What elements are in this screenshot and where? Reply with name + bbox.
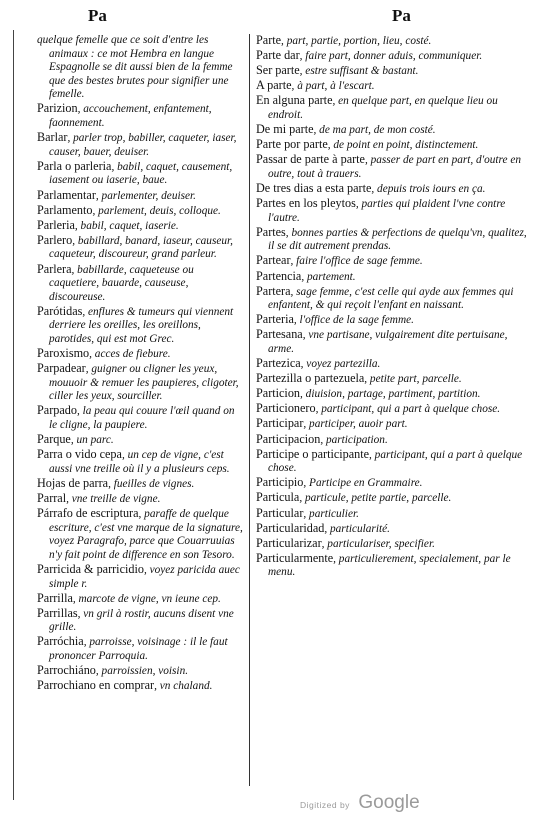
definition: , la peau qui couure l'œil quand on le cligne, la paupiere. <box>49 405 235 432</box>
dictionary-entry <box>37 635 245 663</box>
definition: , vn chaland. <box>154 680 213 693</box>
dictionary-entry <box>37 362 245 404</box>
dictionary-entry <box>256 433 528 448</box>
definition: , bonnes parties & perfections de quelqu'vn, qualitez, il se dit autrement prendas. <box>268 226 527 253</box>
definition: quelque femelle que ce soit d'entre les animaux : ce mot Hembra en langue Espagnolle se dit aussi bien de la femme que des bestes brutes pour signifier une femelle. <box>37 34 233 101</box>
headword: Parlera <box>37 261 72 276</box>
definition: , particule, petite partie, parcelle. <box>299 492 452 505</box>
dictionary-entry <box>37 131 245 159</box>
dictionary-entry <box>37 448 245 476</box>
headword: Partes <box>256 224 286 239</box>
dictionary-entry <box>37 160 245 188</box>
dictionary-entry <box>256 507 528 522</box>
dictionary-entry <box>256 537 528 552</box>
headword: Particula <box>256 490 300 505</box>
definition: , accouchement, enfantement, faonnement. <box>49 103 212 130</box>
dictionary-entry <box>37 492 245 507</box>
headword: Parrillas <box>37 605 78 620</box>
definition: , voyez partezilla. <box>300 358 381 371</box>
definition: , parties qui plaident l'vne contre l'autre. <box>268 198 506 224</box>
definition: , depuis trois iours en ça. <box>371 182 486 195</box>
dictionary-entry <box>256 313 528 328</box>
headword: Partear <box>256 253 291 268</box>
definition: , babillard, banard, iaseur, causeur, caqueteur, discoureur, grand parleur. <box>49 234 233 261</box>
digitized-footer <box>300 792 420 822</box>
dictionary-entry <box>256 79 528 94</box>
headword: Participacion <box>256 431 321 446</box>
headword: Participio <box>256 475 304 490</box>
dictionary-entry <box>37 477 245 492</box>
page-header <box>0 6 550 28</box>
headword: Particion <box>256 386 301 401</box>
headword: Passar de parte à parte <box>256 152 365 167</box>
definition: , Participe en Grammaire. <box>303 477 423 490</box>
left-column <box>37 34 245 694</box>
dictionary-entry <box>256 448 528 476</box>
headword: Partes en los pleytos <box>256 196 356 211</box>
headword: De mi parte <box>256 122 314 137</box>
headword: A parte <box>256 78 292 93</box>
headword: De tres dias a esta parte <box>256 180 372 195</box>
headword: Parra o vido cepa <box>37 447 122 462</box>
definition: , particulariser, specifier. <box>321 537 435 550</box>
dictionary-entry <box>37 563 245 591</box>
headword: Párrafo de escriptura <box>37 506 139 521</box>
definition: , estre suffisant & bastant. <box>299 65 419 78</box>
definition: , babil, caquet, causement, iasement ou iaserie, baue. <box>49 160 233 187</box>
headword: Barlar <box>37 130 68 145</box>
definition: , de ma part, de mon costé. <box>313 124 436 137</box>
definition: , parlement, deuis, colloque. <box>92 204 221 217</box>
headword: Parleria <box>37 217 75 232</box>
definition: , guigner ou cligner les yeux, mouuoir & remuer les paupieres, cligoter, ciller les yeux, sourciller. <box>49 363 239 403</box>
headword: Partera <box>256 283 291 298</box>
headword: Particularizar <box>256 535 322 550</box>
headword: Partezica <box>256 356 301 371</box>
page-edge-line <box>13 30 14 800</box>
headword: Hojas de parra <box>37 475 109 490</box>
definition: , à part, à l'escart. <box>291 80 375 93</box>
dictionary-entry <box>256 64 528 79</box>
definition: , faire part, donner aduis, communiquer. <box>299 50 483 63</box>
headword: Partezilla o partezuela <box>256 371 365 386</box>
dictionary-entry <box>37 189 245 204</box>
dictionary-entry <box>37 679 245 694</box>
definition: , en quelque part, en quelque lieu ou endroit. <box>268 95 498 121</box>
dictionary-entry <box>37 102 245 130</box>
dictionary-entry <box>256 522 528 537</box>
definition: , enflures & tumeurs qui viennent derriere les oreilles, les oreillons, parotides, qui est mot Grec. <box>49 305 234 345</box>
definition: , parler trop, babiller, caqueter, iaser, causer, bauer, deuiser. <box>49 132 237 158</box>
definition: , l'office de la sage femme. <box>293 314 414 327</box>
headword: Parlero <box>37 232 73 247</box>
dictionary-entry <box>256 270 528 285</box>
headword: Parte dar <box>256 48 300 63</box>
dictionary-entry <box>256 226 528 254</box>
headword: Particularmente <box>256 550 334 565</box>
dictionary-entry <box>256 328 528 356</box>
headword: Ser parte <box>256 63 300 78</box>
definition: , vne treille de vigne. <box>66 493 161 505</box>
definition: , participant, qui a part à quelque chose. <box>268 448 523 475</box>
definition: , partement. <box>301 270 356 283</box>
headword: Partesana <box>256 327 303 342</box>
headword: Particular <box>256 505 304 520</box>
running-head-right: Pa <box>392 6 411 25</box>
definition: , un parc. <box>70 434 114 447</box>
definition: , vn gril à rostir, aucuns disent vne grille. <box>49 607 234 634</box>
definition: , parroisse, voisinage : il le faut prononcer Parroquia. <box>49 636 228 663</box>
headword: Parótidas <box>37 303 83 318</box>
dictionary-entry <box>256 153 528 181</box>
dictionary-entry <box>256 372 528 387</box>
dictionary-entry <box>256 476 528 491</box>
definition: , marcote de vigne, vn ieune cep. <box>72 592 221 605</box>
dictionary-entry <box>256 182 528 197</box>
google-logo: Google <box>358 792 420 813</box>
headword: Parricida & parricidio <box>37 561 144 576</box>
definition: , participation. <box>320 433 388 446</box>
definition: , particulier. <box>303 507 359 520</box>
headword: Parte <box>256 33 282 47</box>
dictionary-entry <box>256 491 528 506</box>
dictionary-entry <box>256 417 528 432</box>
headword: En alguna parte <box>256 93 333 108</box>
headword: Participe o participante <box>256 446 370 461</box>
digitized-by-label: Digitized by <box>300 800 350 810</box>
dictionary-entry <box>256 138 528 153</box>
definition: , part, partie, portion, lieu, costé. <box>281 35 432 47</box>
dictionary-entry <box>37 219 245 234</box>
dictionary-entry <box>37 305 245 347</box>
dictionary-entry <box>256 387 528 402</box>
headword: Parral <box>37 491 67 505</box>
headword: Parpadear <box>37 361 86 376</box>
definition: , parroissien, voisin. <box>95 665 189 678</box>
definition: , particularité. <box>324 522 390 535</box>
dictionary-entry <box>256 285 528 313</box>
definition: , de point en point, distinctement. <box>327 139 479 152</box>
dictionary-entry <box>37 263 245 305</box>
dictionary-entry <box>37 507 245 562</box>
dictionary-entry <box>37 204 245 219</box>
definition: , un cep de vigne, c'est aussi vne treille où il y a plusieurs ceps. <box>49 449 230 475</box>
right-column <box>256 34 528 580</box>
definition: , participant, qui a part à quelque chose. <box>315 403 501 416</box>
headword: Parrilla <box>37 590 73 605</box>
dictionary-entry <box>256 94 528 122</box>
dictionary-entry <box>37 34 245 102</box>
column-divider <box>249 34 250 786</box>
dictionary-entry <box>37 404 245 432</box>
headword: Parla o parleria <box>37 158 112 173</box>
headword: Participar <box>256 416 304 431</box>
dictionary-entry <box>37 347 245 362</box>
headword: Partencia <box>256 268 302 283</box>
headword: Parte por parte <box>256 137 328 152</box>
headword: Parróchia <box>37 634 84 649</box>
running-head-left: Pa <box>88 6 107 25</box>
definition: , acces de fiebure. <box>89 348 171 361</box>
dictionary-entry <box>256 197 528 225</box>
dictionary-entry <box>256 49 528 64</box>
definition: , faire l'office de sage femme. <box>290 255 423 268</box>
dictionary-entry <box>37 234 245 262</box>
headword: Parlamento <box>37 202 93 217</box>
dictionary-entry <box>256 254 528 269</box>
headword: Parteria <box>256 312 294 327</box>
definition: , particulierement, specialement, par le menu. <box>268 552 511 579</box>
definition: , participer, auoir part. <box>303 418 408 431</box>
headword: Paroxismo <box>37 346 90 361</box>
definition: , passer de part en part, d'outre en outre, tout à trauers. <box>268 154 522 180</box>
definition: , fueilles de vignes. <box>108 477 195 490</box>
headword: Parque <box>37 432 71 447</box>
definition: , sage femme, c'est celle qui ayde aux femmes qui enfantent, & qui reçoit l'enfant en naissant. <box>268 285 514 312</box>
definition: , babillarde, caqueteuse ou caquetiere, bauarde, causeuse, discoureuse. <box>49 263 194 303</box>
dictionary-entry <box>37 433 245 448</box>
definition: , vne partisane, vulgairement dite pertuisane, arme. <box>268 329 508 355</box>
headword: Parrochiáno <box>37 663 96 678</box>
dictionary-entry <box>256 402 528 417</box>
headword: Particularidad <box>256 520 325 535</box>
definition: , parlementer, deuiser. <box>95 189 196 202</box>
headword: Parpado <box>37 403 77 418</box>
headword: Parrochiano en comprar <box>37 678 155 693</box>
dictionary-entry <box>37 607 245 635</box>
definition: , voyez paricida auec simple r. <box>49 563 240 590</box>
dictionary-entry <box>256 123 528 138</box>
headword: Parizion <box>37 101 78 116</box>
dictionary-entry <box>37 592 245 607</box>
dictionary-entry <box>37 664 245 679</box>
headword: Particionero <box>256 401 316 416</box>
headword: Parlamentar <box>37 187 96 202</box>
definition: , diuision, partage, partiment, partition. <box>300 388 481 401</box>
definition: , petite part, parcelle. <box>364 373 462 386</box>
dictionary-entry <box>256 552 528 580</box>
definition: , paraffe de quelque escriture, c'est vne marque de la signature, voyez Paragrafo, parce que Couarruuias n'y fait point de difference en son Tesoro. <box>49 508 243 561</box>
dictionary-entry <box>256 357 528 372</box>
definition: , babil, caquet, iaserie. <box>74 219 179 232</box>
dictionary-entry <box>256 34 528 49</box>
